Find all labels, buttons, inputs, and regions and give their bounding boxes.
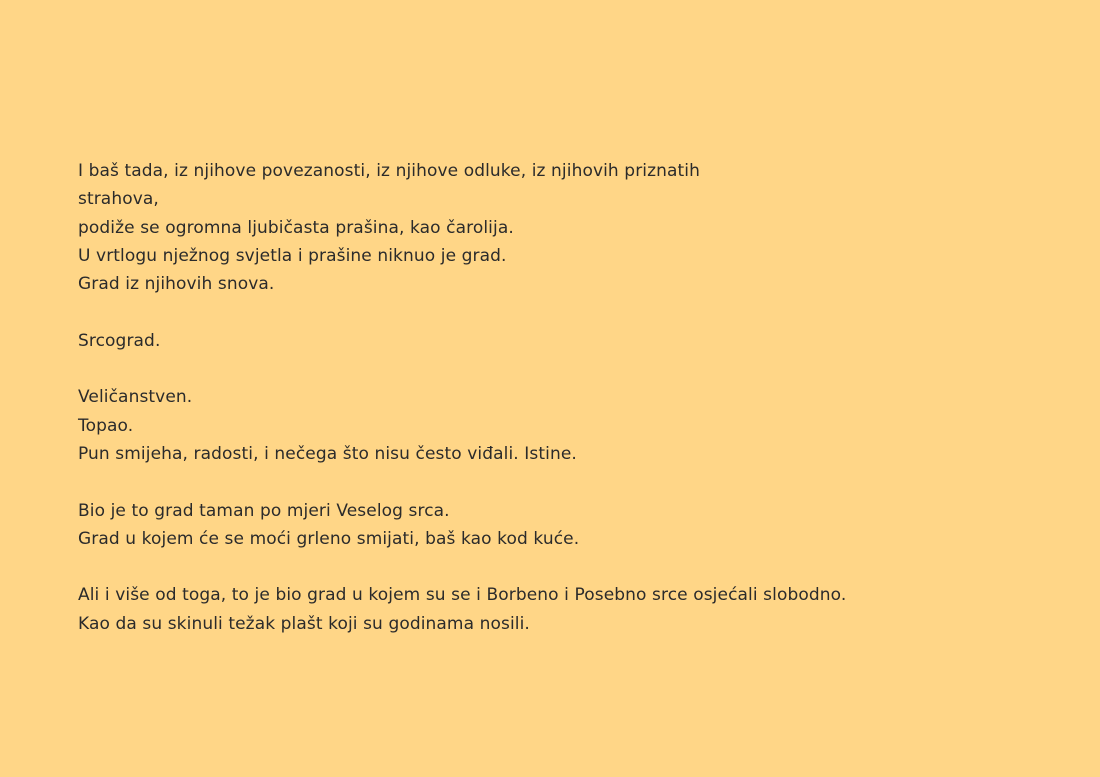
text-line: strahova,	[78, 189, 159, 210]
text-line: Grad iz njihovih snova.	[78, 274, 275, 295]
text-line: I baš tada, iz njihove povezanosti, iz njihove odluke, iz njihovih priznatih	[78, 161, 700, 181]
blank-line	[78, 553, 1038, 581]
text-line: Ali i više od toga, to je bio grad u kojem su se i Borbeno i Posebno srce osjećali slobodno.	[78, 585, 847, 606]
text-line: U vrtlogu nježnog svjetla i prašine niknuo je grad.	[78, 245, 507, 266]
blank-line	[78, 355, 1038, 383]
blank-line	[78, 298, 1038, 326]
text-line: Kao da su skinuli težak plašt koji su godinama nosili.	[78, 613, 530, 634]
text-line: podiže se ogromna ljubičasta prašina, kao čarolija.	[78, 217, 514, 238]
text-line: Bio je to grad taman po mjeri Veselog srca.	[78, 500, 450, 521]
text-line: Pun smijeha, radosti, i nečega što nisu često viđali. Istine.	[78, 443, 577, 464]
text-line: Topao.	[78, 415, 134, 436]
story-text	[78, 157, 1038, 638]
text-line: Srcograd.	[78, 330, 161, 351]
blank-line	[78, 468, 1038, 496]
text-line: Grad u kojem će se moći grleno smijati, baš kao kod kuće.	[78, 528, 580, 549]
text-line: Veličanstven.	[78, 387, 193, 408]
